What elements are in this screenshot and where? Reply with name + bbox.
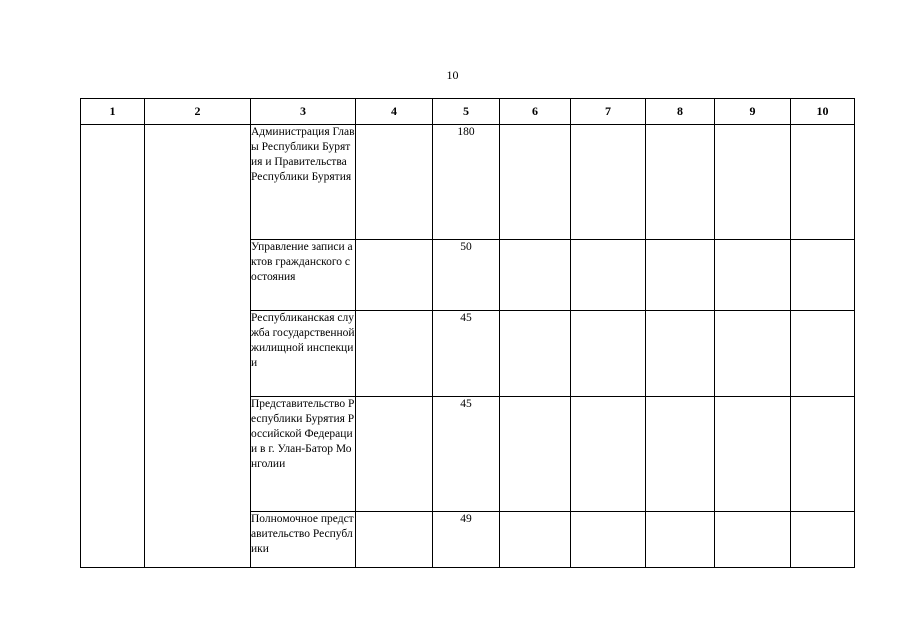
cell-col-10 [791,512,855,568]
cell-col-10 [791,397,855,512]
data-table [80,98,855,568]
cell-col-6 [500,397,571,512]
cell-col-6 [500,240,571,311]
value-cell: 49 [433,512,500,568]
header-cell-2: 2 [145,99,251,125]
header-row [81,99,855,125]
cell-col-8 [646,125,715,240]
cell-col-9 [715,125,791,240]
cell-col-9 [715,397,791,512]
cell-col-7 [571,240,646,311]
cell-col-8 [646,240,715,311]
cell-col-6 [500,512,571,568]
cell-col-8 [646,512,715,568]
header-cell-6: 6 [500,99,571,125]
value-cell: 180 [433,125,500,240]
table-row [81,125,855,240]
header-cell-5: 5 [433,99,500,125]
header-cell-1: 1 [81,99,145,125]
cell-col-7 [571,125,646,240]
org-name-cell: Представительство Республики Бурятия Российской Федерации в г. Улан-Батор Монголии [251,397,356,512]
header-cell-8: 8 [646,99,715,125]
cell-col-7 [571,397,646,512]
cell-col-9 [715,240,791,311]
cell-col-6 [500,125,571,240]
cell-col-10 [791,240,855,311]
org-name-cell: Полномочное представительство Республики [251,512,356,568]
cell-col-7 [571,311,646,397]
cell-col-9 [715,512,791,568]
header-cell-4: 4 [356,99,433,125]
cell-col-10 [791,125,855,240]
cell-col-9 [715,311,791,397]
page-number: 10 [446,68,459,82]
cell-col-4 [356,125,433,240]
cell-col-2 [145,125,251,568]
value-cell: 45 [433,311,500,397]
cell-col-4 [356,512,433,568]
cell-col-6 [500,311,571,397]
cell-col-7 [571,512,646,568]
cell-col-4 [356,240,433,311]
org-name-cell: Республиканская служба государственной жилищной инспекции [251,311,356,397]
value-cell: 50 [433,240,500,311]
cell-col-8 [646,397,715,512]
cell-col-10 [791,311,855,397]
cell-col-1 [81,125,145,568]
header-cell-7: 7 [571,99,646,125]
org-name-cell: Управление записи актов гражданского состояния [251,240,356,311]
header-cell-10: 10 [791,99,855,125]
cell-col-8 [646,311,715,397]
cell-col-4 [356,311,433,397]
header-cell-9: 9 [715,99,791,125]
org-name-cell: Администрация Главы Республики Бурятия и Правительства Республики Бурятия [251,125,356,240]
cell-col-4 [356,397,433,512]
value-cell: 45 [433,397,500,512]
header-cell-3: 3 [251,99,356,125]
